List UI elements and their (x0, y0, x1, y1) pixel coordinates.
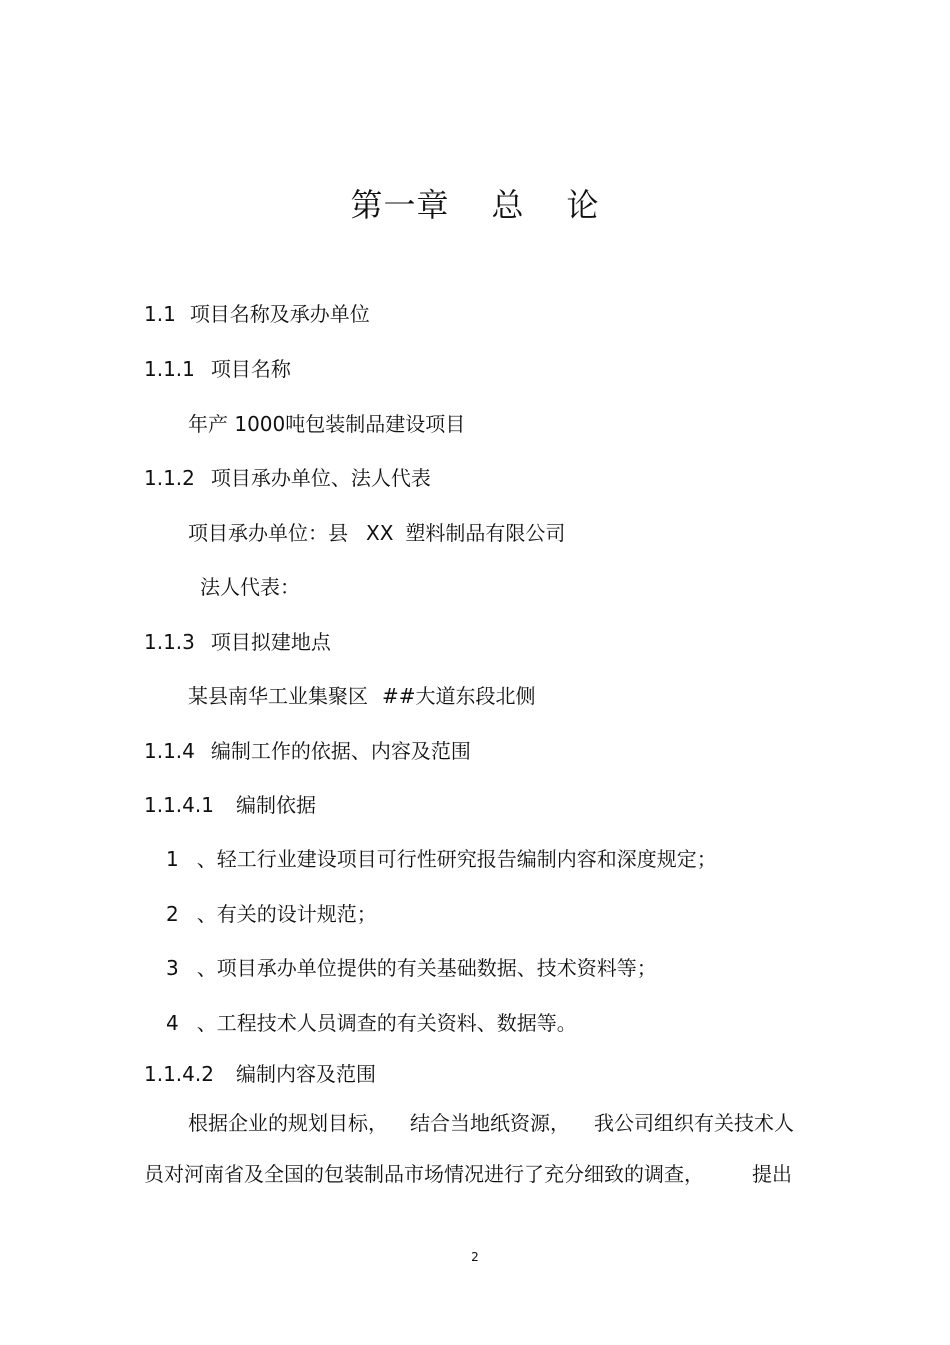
list-item-number: 2 (166, 902, 179, 926)
text-run: 结合当地纸资源， (410, 1111, 570, 1135)
organizer-placeholder: XX (366, 521, 394, 545)
section-title: 项目拟建地点 (210, 630, 331, 654)
text-run: 我公司组织有关技术人 (594, 1111, 794, 1135)
section-number: 1.1.2 (144, 466, 195, 490)
list-item-text: 、有关的设计规范； (196, 902, 377, 926)
section-title: 编制内容及范围 (235, 1062, 376, 1086)
section-heading-1-1-4-2 (144, 1060, 376, 1088)
site-address-area: 某县南华工业集聚区 (188, 684, 368, 708)
section-heading-1-1-1 (144, 355, 291, 383)
section-number: 1.1.4.2 (144, 1062, 214, 1086)
legal-representative-label: 法人代表： (200, 575, 300, 599)
text-run: 员对河南省及全国的包装制品市场情况进行了充分细致的调查， (144, 1162, 704, 1186)
list-item-text: 、项目承办单位提供的有关基础数据、技术资料等； (196, 956, 657, 980)
site-address-road: ##大道东段北侧 (382, 684, 536, 708)
list-item-number: 4 (166, 1011, 179, 1035)
list-item-text: 、轻工行业建设项目可行性研究报告编制内容和深度规定； (196, 847, 717, 871)
chapter-title-number: 第一章 (350, 186, 450, 224)
chapter-title-word-1: 总 (491, 186, 525, 224)
section-title: 编制工作的依据、内容及范围 (210, 739, 471, 763)
organizer-line (188, 519, 565, 547)
organizer-label: 项目承办单位：县 (188, 521, 348, 545)
basis-list-item (166, 954, 657, 982)
basis-list-item (166, 900, 377, 928)
section-number: 1.1.4.1 (144, 793, 214, 817)
chapter-title (0, 180, 950, 226)
section-title: 项目承办单位、法人代表 (210, 466, 431, 490)
project-name-text: 年产 1000吨包装制品建设项目 (188, 412, 466, 436)
section-heading-1-1-2 (144, 464, 431, 492)
section-title: 项目名称及承办单位 (189, 302, 370, 326)
section-heading-1-1-4-1 (144, 791, 316, 819)
list-item-text: 、工程技术人员调查的有关资料、数据等。 (196, 1011, 577, 1035)
basis-list-item (166, 845, 717, 873)
section-heading-1-1-4 (144, 737, 471, 765)
organizer-name: 塑料制品有限公司 (405, 521, 566, 545)
section-heading-1-1-3 (144, 628, 331, 656)
section-number: 1.1 (144, 302, 176, 326)
basis-list-item (166, 1009, 577, 1037)
section-title: 项目名称 (210, 357, 291, 381)
text-run: 根据企业的规划目标， (188, 1111, 388, 1135)
site-address-line (188, 682, 536, 710)
section-number: 1.1.3 (144, 630, 195, 654)
section-heading-1-1 (144, 300, 370, 328)
chapter-title-word-2: 论 (566, 186, 600, 224)
page-number: 2 (471, 1250, 479, 1264)
section-number: 1.1.4 (144, 739, 195, 763)
scope-paragraph-line-2 (144, 1160, 792, 1188)
section-number: 1.1.1 (144, 357, 195, 381)
text-run: 提出 (752, 1162, 792, 1186)
list-item-number: 1 (166, 847, 179, 871)
scope-paragraph-line-1 (188, 1109, 794, 1137)
list-item-number: 3 (166, 956, 179, 980)
section-title: 编制依据 (235, 793, 316, 817)
